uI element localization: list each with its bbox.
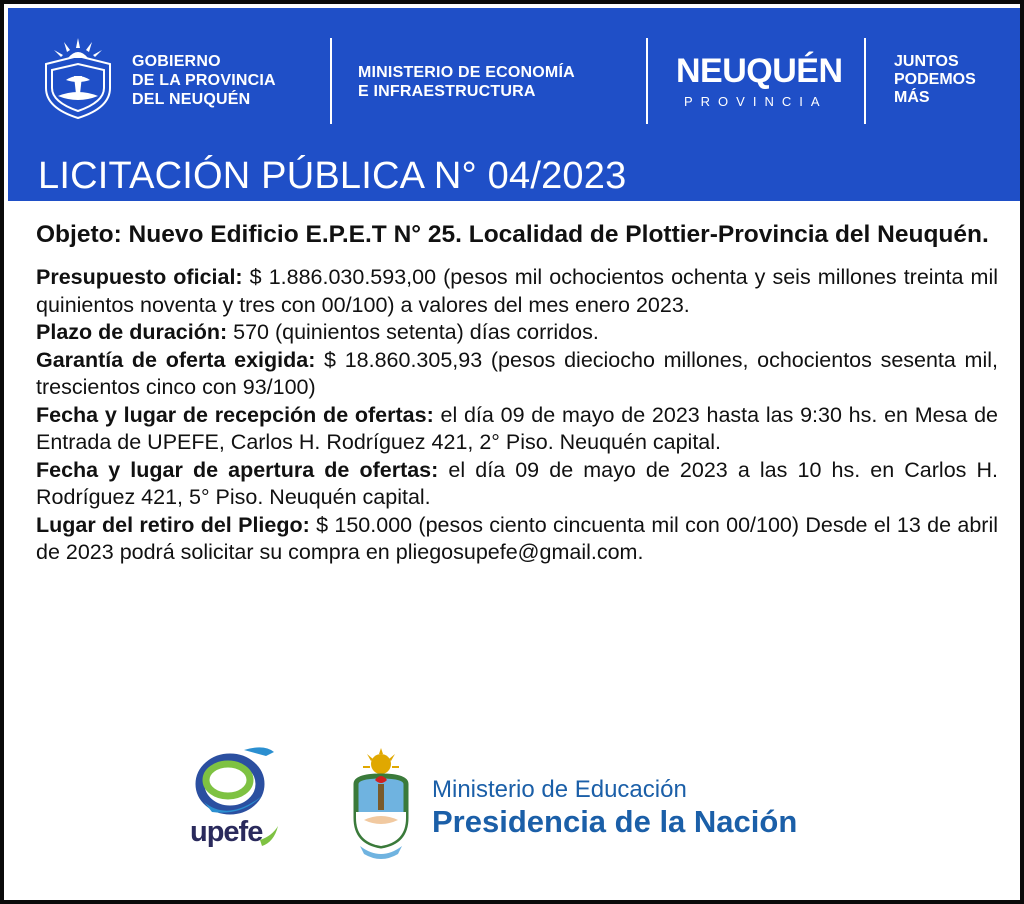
opening-item <box>36 457 998 512</box>
gov-line-1: GOBIERNO <box>132 53 221 70</box>
header-divider <box>864 38 866 124</box>
reception-label: Fecha y lugar de recepción de ofertas: <box>36 402 434 427</box>
province-shield-icon <box>38 36 118 120</box>
reception-item <box>36 402 998 457</box>
guarantee-text: $ 18.860.305,93 (pesos dieciocho millones, ochocientos sesenta mil, trescientos cinco con 93/100) <box>36 347 998 399</box>
government-name <box>132 52 276 109</box>
guarantee-item <box>36 347 998 402</box>
national-coat-of-arms-icon <box>344 746 418 864</box>
gov-line-2: DE LA PROVINCIA <box>132 72 276 89</box>
pliego-label: Lugar del retiro del Pliego: <box>36 512 310 537</box>
upefe-logo-text: upefe <box>190 816 263 848</box>
budget-item <box>36 264 998 319</box>
opening-text: el día 09 de mayo de 2023 a las 10 hs. en Carlos H. Rodríguez 421, 5° Piso. Neuquén capital. <box>36 457 999 509</box>
neuquen-brand-subtitle: PROVINCIA <box>684 94 828 109</box>
notice-object: Objeto: Nuevo Edificio E.P.E.T N° 25. Localidad de Plottier-Provincia del Neuquén. <box>36 221 989 248</box>
notice-title: LICITACIÓN PÚBLICA N° 04/2023 <box>38 155 627 197</box>
reception-text: el día 09 de mayo de 2023 hasta las 9:30 hs. en Mesa de Entrada de UPEFE, Carlos H. Rodríguez 421, 2° Piso. Neuquén capital. <box>36 402 998 454</box>
duration-text: 570 (quinientos setenta) días corridos. <box>227 320 599 344</box>
notice-body <box>36 220 998 567</box>
header-banner <box>8 8 1024 201</box>
duration-label: Plazo de duración: <box>36 320 228 344</box>
header-divider <box>646 38 648 124</box>
neuquen-brand: NEUQUÉN <box>676 52 843 90</box>
ministry-line-2: E INFRAESTRUCTURA <box>358 83 536 100</box>
ministry-education: Ministerio de Educación <box>432 776 687 803</box>
ministry-name <box>358 63 575 101</box>
header-divider <box>330 38 332 124</box>
pliego-text: $ 150.000 (pesos ciento cincuenta mil con 00/100) Desde el 13 de abril de 2023 podrá solicitar su compra en pliegosupefe@gmail.com. <box>36 512 998 564</box>
budget-text: $ 1.886.030.593,00 (pesos mil ochocientos ochenta y seis millones treinta mil quinientos noventa y tres con 00/100) a valores del mes enero 2023. <box>36 265 998 317</box>
pliego-item <box>36 512 998 567</box>
ministry-line-1: MINISTERIO DE ECONOMÍA <box>358 64 575 81</box>
slogan-line-1: JUNTOS <box>894 53 959 70</box>
budget-label: Presupuesto oficial: <box>36 265 243 289</box>
duration-item <box>36 319 998 347</box>
gov-line-3: DEL NEUQUÉN <box>132 91 251 108</box>
presidency: Presidencia de la Nación <box>432 804 798 839</box>
slogan-line-3: MÁS <box>894 89 930 106</box>
opening-label: Fecha y lugar de apertura de ofertas: <box>36 457 439 482</box>
slogan-line-2: PODEMOS <box>894 71 976 88</box>
guarantee-label: Garantía de oferta exigida: <box>36 347 316 372</box>
slogan <box>894 53 976 107</box>
